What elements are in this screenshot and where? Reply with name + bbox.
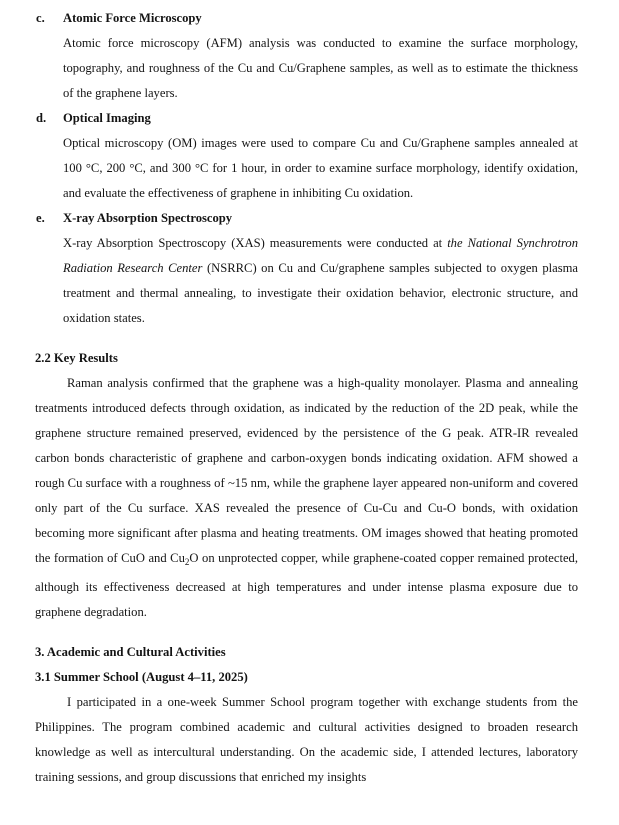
list-item-label: d. (36, 111, 47, 125)
list-item-label: e. (36, 211, 45, 225)
section-heading-activities: 3. Academic and Cultural Activities (35, 645, 226, 659)
method-item-e (35, 206, 578, 331)
list-item-body: Atomic force microscopy (AFM) analysis was conducted to examine the surface morphology, topography, and roughness of the Cu and Cu/Graphene samples, as well as to estimate the thickness of the graphene layers. (63, 36, 578, 100)
list-item-heading: X-ray Absorption Spectroscopy (63, 211, 233, 225)
list-item-heading: Optical Imaging (63, 111, 151, 125)
section-heading-key-results: 2.2 Key Results (35, 351, 118, 365)
list-item-label: c. (36, 11, 45, 25)
list-item-heading: Atomic Force Microscopy (63, 11, 202, 25)
list-item-body: X-ray Absorption Spectroscopy (XAS) measurements were conducted at the National Synchrotron Radiation Research Center (NSRRC) on Cu and Cu/graphene samples subjected to oxygen plasma treatment and thermal annealing, to investigate their oxidation behavior, electronic structure, and oxidation states. (63, 236, 578, 325)
key-results-paragraph: Raman analysis confirmed that the graphene was a high-quality monolayer. Plasma and annealing treatments introduced defects through oxidation, as indicated by the reduction of the 2D peak, while the graphene structure remained preserved, evidenced by the persistence of the G peak. ATR-IR revealed carbon bonds characteristic of graphene and carbon-oxygen bonds indicating oxidation. AFM showed a rough Cu surface with a roughness of ~15 nm, while the graphene layer appeared non-uniform and covered only part of the Cu surface. XAS revealed the presence of Cu-Cu and Cu-O bonds, with oxidation becoming more significant after plasma and heating treatments. OM images showed that heating promoted the formation of CuO and $Cu_2O$ on unprotected copper, while graphene-coated copper remained protected, although its effectiveness decreased at high temperatures and under intense plasma exposure due to graphene degradation. (35, 376, 579, 619)
list-item-body: Optical microscopy (OM) images were used to compare Cu and Cu/Graphene samples annealed at 100 °C, 200 °C, and 300 °C for 1 hour, in order to examine surface morphology, identify oxidation, and evaluate the effectiveness of graphene in inhibiting Cu oxidation. (63, 136, 578, 200)
method-item-c (35, 6, 578, 106)
subsection-heading-summer-school: 3.1 Summer School (August 4–11, 2025) (35, 670, 248, 684)
summer-school-paragraph: I participated in a one-week Summer School program together with exchange students from the Philippines. The program combined academic and cultural activities designed to broaden research knowledge as well as intercultural understanding. On the academic side, I attended lectures, laboratory training sessions, and group discussions that enriched my insights (35, 695, 578, 784)
method-item-d (35, 106, 578, 206)
